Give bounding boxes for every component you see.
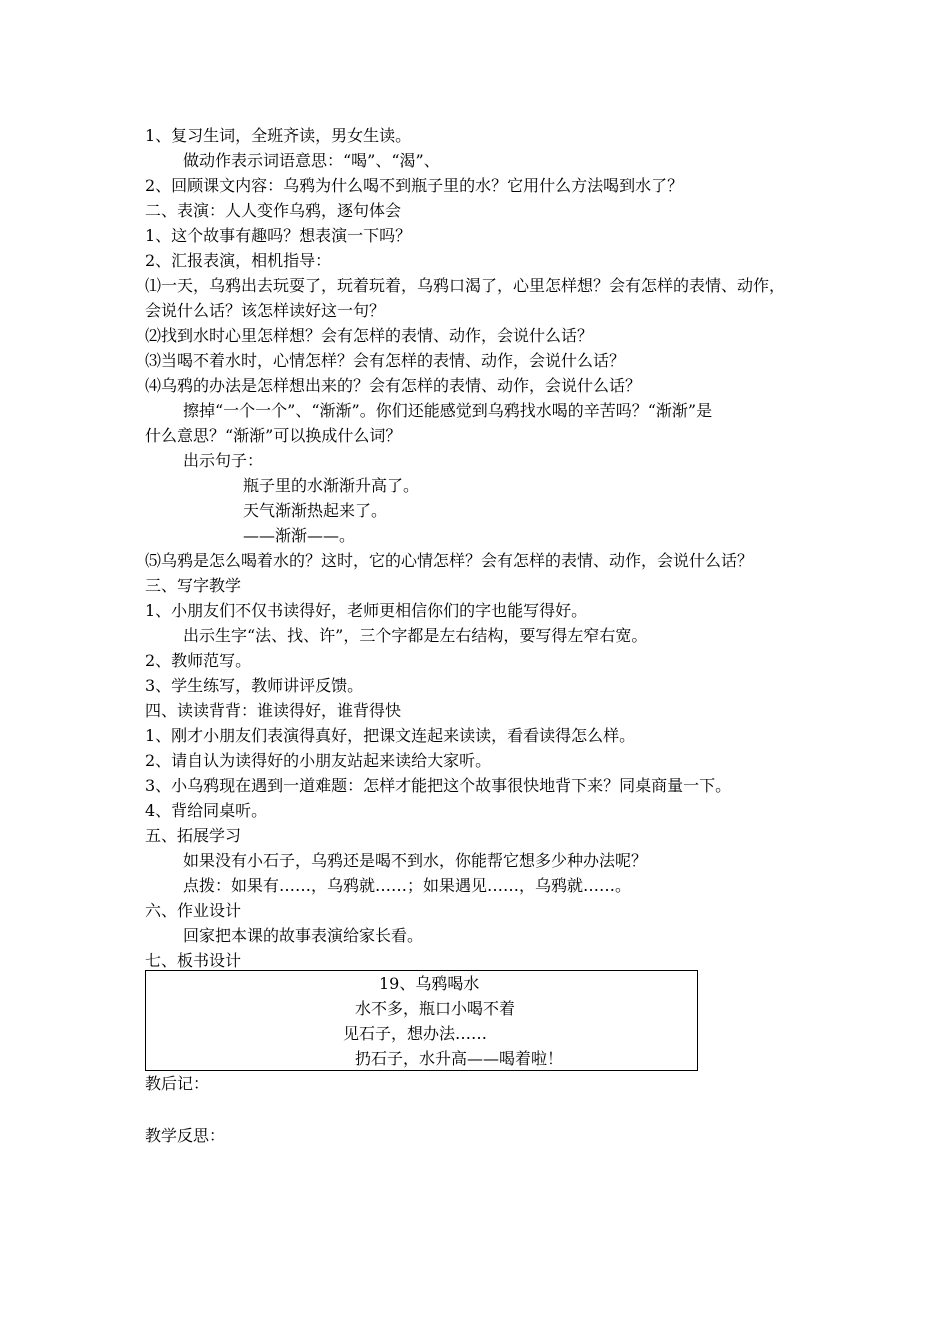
section-heading-extension: 五、拓展学习 <box>145 826 242 845</box>
list-item: ⑴一天，乌鸦出去玩耍了，玩着玩着，乌鸦口渴了，心里怎样想？会有怎样的表情、动作， <box>145 276 786 295</box>
list-item: 1、小朋友们不仅书读得好，老师更相信你们的字也能写得好。 <box>145 601 588 620</box>
paragraph-line-continued: 什么意思？“渐渐”可以换成什么词？ <box>145 426 402 445</box>
section-heading-reading: 四、读读背背：谁读得好，谁背得快 <box>145 701 402 720</box>
list-item: ⑸乌鸦是怎么喝着水的？这时，它的心情怎样？会有怎样的表情、动作，会说什么话？ <box>145 551 754 570</box>
section-heading-board: 七、板书设计 <box>145 951 242 970</box>
paragraph-line: 擦掉“一个一个”、“渐渐”。你们还能感觉到乌鸦找水喝的辛苦吗？“渐渐”是 <box>183 401 713 420</box>
teaching-reflection-label: 教学反思： <box>145 1126 226 1145</box>
review-words-line: 1、复习生词，全班齐读，男女生读。 <box>145 126 412 145</box>
board-title: 19、乌鸦喝水 <box>379 974 480 993</box>
example-sentence-template: ——渐渐——。 <box>243 526 356 545</box>
review-content-line: 2、回顾课文内容：乌鸦为什么喝不到瓶子里的水？它用什么方法喝到水了？ <box>145 176 684 195</box>
list-item: ⑷乌鸦的办法是怎样想出来的？会有怎样的表情、动作，会说什么话？ <box>145 376 642 395</box>
paragraph-line: 出示生字“法、找、许”，三个字都是左右结构，要写得左窄右宽。 <box>183 626 648 645</box>
list-item: 3、学生练写，教师讲评反馈。 <box>145 676 364 695</box>
board-line: 见石子，想办法…… <box>343 1024 488 1043</box>
action-words-line: 做动作表示词语意思：“喝”、“渴”、 <box>183 151 440 170</box>
list-item: ⑶当喝不着水时，心情怎样？会有怎样的表情、动作，会说什么话？ <box>145 351 626 370</box>
section-heading-performance: 二、表演：人人变作乌鸦，逐句体会 <box>145 201 402 220</box>
list-item: 2、教师范写。 <box>145 651 252 670</box>
list-item-continued: 会说什么话？该怎样读好这一句？ <box>145 301 386 320</box>
paragraph-line: 点拨：如果有……，乌鸦就……；如果遇见……，乌鸦就……。 <box>183 876 632 895</box>
list-item: 1、刚才小朋友们表演得真好，把课文连起来读读，看看读得怎么样。 <box>145 726 636 745</box>
example-sentence: 瓶子里的水渐渐升高了。 <box>243 476 420 495</box>
section-heading-writing: 三、写字教学 <box>145 576 242 595</box>
list-item: 4、背给同桌听。 <box>145 801 268 820</box>
paragraph-line: 如果没有小石子，乌鸦还是喝不到水，你能帮它想多少种办法呢？ <box>183 851 648 870</box>
list-item: 2、请自认为读得好的小朋友站起来读给大家听。 <box>145 751 492 770</box>
board-line: 扔石子，水升高——喝着啦！ <box>355 1049 564 1068</box>
list-item: 1、这个故事有趣吗？想表演一下吗？ <box>145 226 412 245</box>
section-heading-homework: 六、作业设计 <box>145 901 242 920</box>
board-line: 水不多，瓶口小喝不着 <box>355 999 516 1018</box>
after-class-notes-label: 教后记： <box>145 1074 210 1093</box>
list-item: ⑵找到水时心里怎样想？会有怎样的表情、动作，会说什么话？ <box>145 326 594 345</box>
board-design-box <box>145 970 698 1071</box>
example-sentence: 天气渐渐热起来了。 <box>243 501 388 520</box>
show-sentences-label: 出示句子： <box>183 451 264 470</box>
paragraph-line: 回家把本课的故事表演给家长看。 <box>183 926 424 945</box>
list-item: 2、汇报表演，相机指导： <box>145 251 332 270</box>
list-item: 3、小乌鸦现在遇到一道难题：怎样才能把这个故事很快地背下来？同桌商量一下。 <box>145 776 732 795</box>
